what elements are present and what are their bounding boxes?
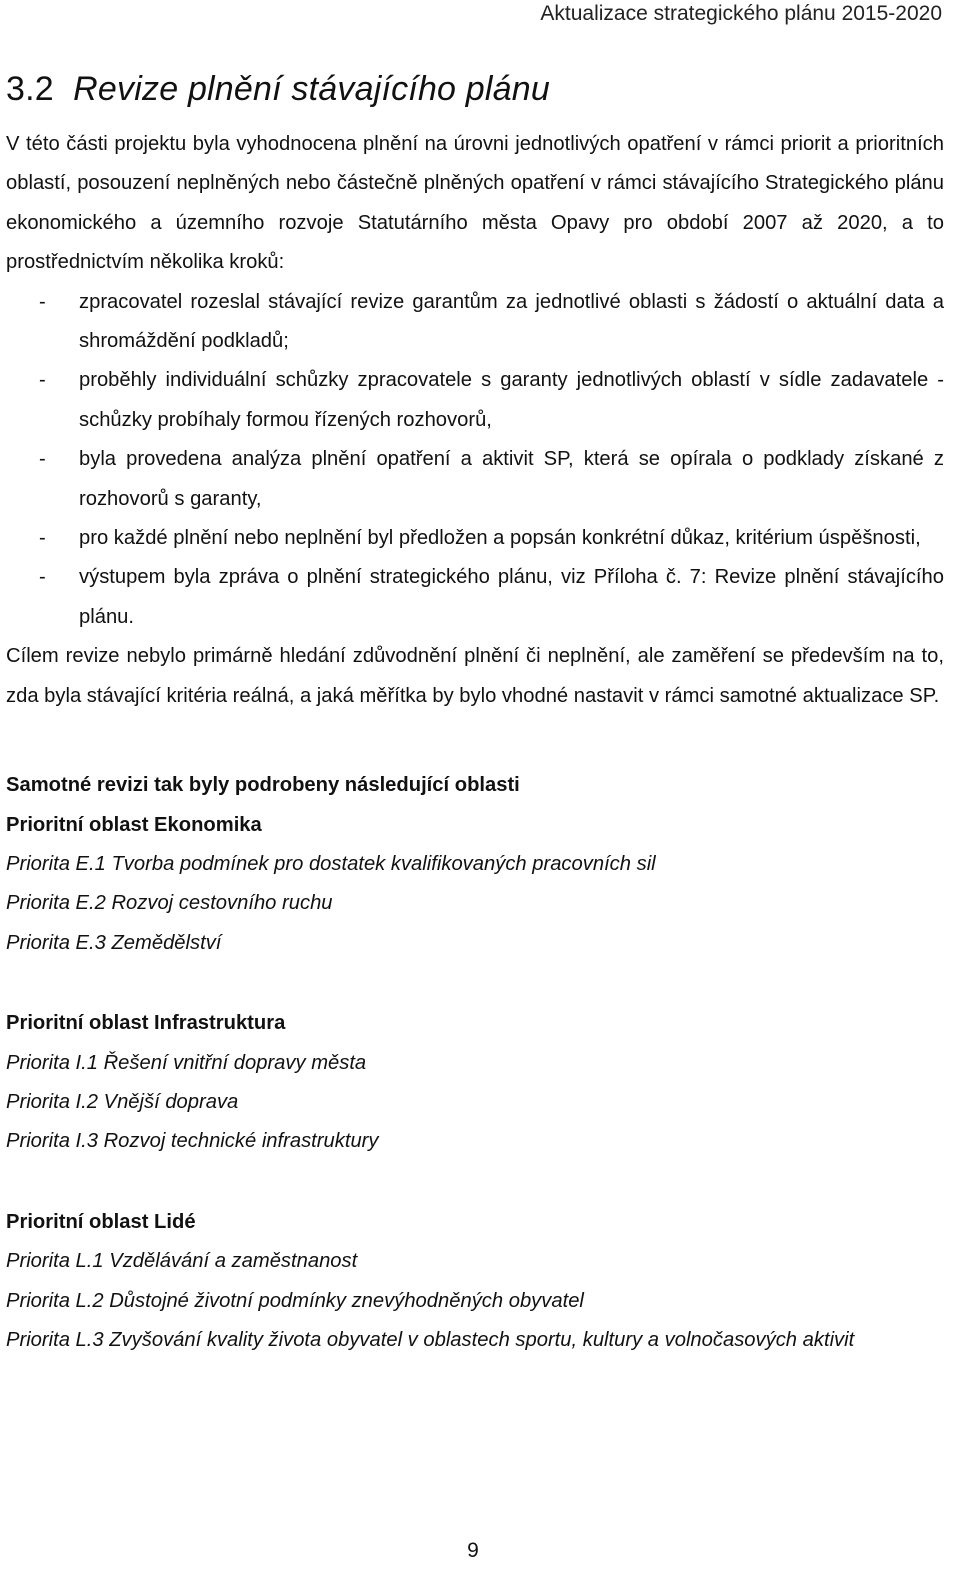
list-item-text: výstupem byla zpráva o plnění strategického plánu, viz Příloha č. 7: Revize plnění stávajícího plánu.: [79, 566, 944, 628]
section-number: 3.2: [6, 70, 54, 108]
priority-item: Priorita E.1 Tvorba podmínek pro dostatek kvalifikovaných pracovních sil: [6, 852, 656, 875]
list-bullet: -: [39, 527, 46, 550]
list-bullet: -: [39, 290, 46, 313]
list-item-text: pro každé plnění nebo neplnění byl předložen a popsán konkrétní důkaz, kritérium úspěšnosti,: [79, 527, 921, 550]
area-title-people: Prioritní oblast Lidé: [6, 1210, 196, 1233]
section-title-text: Revize plnění stávajícího plánu: [73, 70, 550, 108]
list-item: [6, 440, 944, 519]
priority-item: Priorita I.2 Vnější doprava: [6, 1090, 239, 1113]
priority-item: Priorita I.1 Řešení vnitřní dopravy města: [6, 1051, 367, 1074]
list-item: [6, 283, 944, 362]
list-item: [6, 558, 944, 637]
area-title-infrastructure: Prioritní oblast Infrastruktura: [6, 1012, 286, 1035]
priority-item: Priorita L.3 Zvyšování kvality života obyvatel v oblastech sportu, kultury a volnočasových aktivit: [6, 1328, 855, 1351]
list-item: [6, 361, 944, 440]
priority-item: Priorita L.1 Vzdělávání a zaměstnanost: [6, 1250, 358, 1273]
list-item-text: byla provedena analýza plnění opatření a aktivit SP, která se opírala o podklady získané z rozhovorů s garanty,: [79, 448, 944, 510]
priority-item: Priorita I.3 Rozvoj technické infrastruktury: [6, 1130, 379, 1153]
running-header: Aktualizace strategického plánu 2015-2020: [540, 2, 942, 25]
list-item-text: proběhly individuální schůzky zpracovatele s garanty jednotlivých oblastí v sídle zadavatele - schůzky probíhaly formou řízených rozhovorů,: [79, 369, 944, 431]
list-item: [6, 519, 944, 558]
area-title-economy: Prioritní oblast Ekonomika: [6, 813, 262, 836]
steps-list: [6, 283, 944, 638]
page-number: 9: [467, 1539, 479, 1562]
priority-item: Priorita E.3 Zemědělství: [6, 931, 222, 954]
document-body: [6, 125, 944, 1360]
areas-block-infrastructure: [6, 1004, 944, 1162]
list-bullet: -: [39, 566, 46, 589]
areas-heading: Samotné revizi tak byly podrobeny následující oblasti: [6, 774, 520, 797]
conclusion-paragraph: Cílem revize nebylo primárně hledání zdůvodnění plnění či neplnění, ale zaměření se především na to, zda byla stávající kritéria reálná, a jaká měřítka by bylo vhodné nastavit v rámci samotné aktualizace SP.: [6, 645, 944, 707]
list-bullet: -: [39, 448, 46, 471]
areas-block-economy: [6, 766, 944, 963]
list-item-text: zpracovatel rozeslal stávající revize garantům za jednotlivé oblasti s žádostí o aktuální data a shromáždění podkladů;: [79, 290, 944, 353]
priority-item: Priorita E.2 Rozvoj cestovního ruchu: [6, 892, 333, 915]
priority-item: Priorita L.2 Důstojné životní podmínky znevýhodněných obyvatel: [6, 1289, 584, 1312]
section-title: [6, 70, 550, 109]
list-bullet: -: [39, 369, 46, 392]
intro-paragraph: V této části projektu byla vyhodnocena plnění na úrovni jednotlivých opatření v rámci priorit a prioritních oblastí, posouzení neplněných nebo částečně plněných opatření v rámci stávajícího Strategického plánu ekonomického a územního rozvoje Statutárního města Opavy pro období 2007 až 2020, a to prostřednictvím několika kroků:: [6, 133, 944, 274]
areas-block-people: [6, 1203, 944, 1361]
